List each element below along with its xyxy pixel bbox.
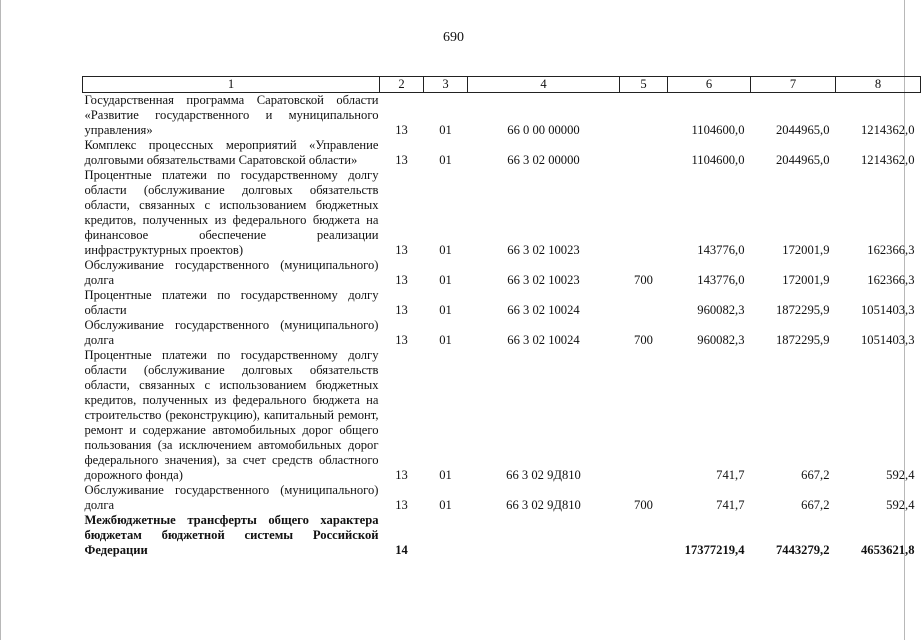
table-row	[83, 348, 921, 483]
budget-table	[82, 76, 921, 558]
row-amount-2-cell: 172001,9	[782, 273, 830, 287]
row-amount-1-cell: 1104600,0	[691, 153, 745, 167]
row-amount-1-cell: 143776,0	[697, 243, 745, 257]
row-subsection-cell: 01	[439, 498, 452, 512]
row-amount-2-cell: 667,2	[801, 498, 830, 512]
row-name-cell: Процентные платежи по государственному долгу области	[84, 288, 379, 317]
column-header: 1	[83, 77, 380, 93]
row-section-cell: 13	[395, 273, 408, 287]
row-target-code-cell: 66 3 02 10023	[507, 243, 580, 257]
row-name-cell: Обслуживание государственного (муниципального) долга	[84, 318, 379, 347]
row-amount-3-cell: 1214362,0	[860, 123, 915, 137]
row-target-code-cell: 66 3 02 10024	[507, 303, 580, 317]
row-amount-1-cell: 1104600,0	[691, 123, 745, 137]
table-row	[83, 168, 921, 258]
page-number: 690	[443, 30, 464, 45]
row-name-cell: Государственная программа Саратовской области «Развитие государственного и муниципального управления»	[84, 93, 379, 137]
column-header: 5	[620, 77, 668, 93]
row-subsection-cell: 01	[439, 123, 452, 137]
row-subsection-cell: 01	[439, 243, 452, 257]
row-amount-2-cell: 1872295,9	[775, 333, 830, 347]
row-amount-2-cell: 2044965,0	[775, 153, 830, 167]
column-header: 6	[668, 77, 751, 93]
row-expense-type-cell	[620, 138, 668, 168]
row-amount-2-cell: 172001,9	[782, 243, 830, 257]
row-amount-2-cell: 7443279,2	[775, 543, 830, 557]
table-row	[83, 288, 921, 318]
row-name-cell: Межбюджетные трансферты общего характера бюджетам бюджетной системы Российской Федерации	[84, 513, 379, 557]
row-amount-1-cell: 143776,0	[697, 273, 745, 287]
row-expense-type-cell	[620, 288, 668, 318]
row-amount-2-cell: 1872295,9	[775, 303, 830, 317]
row-amount-3-cell: 162366,3	[867, 243, 915, 257]
row-amount-1-cell: 741,7	[716, 498, 745, 512]
row-amount-3-cell: 1214362,0	[860, 153, 915, 167]
row-name-cell: Обслуживание государственного (муниципального) долга	[84, 483, 379, 512]
row-subsection-cell	[424, 513, 468, 558]
row-name-cell: Комплекс процессных мероприятий «Управление долговыми обязательствами Саратовской области»	[84, 138, 379, 167]
row-section-cell: 13	[395, 153, 408, 167]
row-target-code-cell: 66 3 02 10023	[507, 273, 580, 287]
row-amount-1-cell: 17377219,4	[684, 543, 745, 557]
column-header: 2	[380, 77, 424, 93]
row-amount-3-cell: 1051403,3	[860, 303, 915, 317]
row-section-cell: 13	[395, 303, 408, 317]
row-target-code-cell: 66 3 02 9Д810	[506, 468, 581, 482]
row-section-cell: 13	[395, 333, 408, 347]
row-target-code-cell	[468, 513, 620, 558]
row-section-cell: 13	[395, 123, 408, 137]
row-expense-type-cell	[620, 513, 668, 558]
row-name-cell: Процентные платежи по государственному долгу области (обслуживание долговых обязательств области, связанных с использованием бюджетных кредитов, полученных из федерального бюджета на финансовое обеспечение реализации инфраструктурных проектов)	[84, 168, 379, 257]
table-header-row	[83, 77, 921, 93]
row-subsection-cell: 01	[439, 333, 452, 347]
row-target-code-cell: 66 3 02 9Д810	[506, 498, 581, 512]
row-section-cell: 13	[395, 468, 408, 482]
column-header: 4	[468, 77, 620, 93]
row-amount-3-cell: 162366,3	[867, 273, 915, 287]
row-amount-3-cell: 592,4	[886, 468, 915, 482]
row-name-cell: Процентные платежи по государственному долгу области (обслуживание долговых обязательств области, связанных с использованием бюджетных кредитов, полученных из федерального бюджета на строительство (реконструкцию), капитальный ремонт, ремонт и содержание автомобильных дорог общего пользования (за исключением автомобильных дорог федерального значения), за счет средств областного дорожного фонда)	[84, 348, 379, 482]
row-subsection-cell: 01	[439, 153, 452, 167]
row-amount-2-cell: 667,2	[801, 468, 830, 482]
column-header: 8	[836, 77, 921, 93]
row-amount-1-cell: 960082,3	[697, 333, 745, 347]
table-row	[83, 138, 921, 168]
row-subsection-cell: 01	[439, 273, 452, 287]
column-header: 7	[751, 77, 836, 93]
row-expense-type-cell: 700	[634, 333, 653, 347]
row-amount-3-cell: 4653621,8	[860, 543, 915, 557]
row-target-code-cell: 66 3 02 00000	[507, 153, 580, 167]
column-header: 3	[424, 77, 468, 93]
row-section-cell: 13	[395, 243, 408, 257]
row-subsection-cell: 01	[439, 303, 452, 317]
row-name-cell: Обслуживание государственного (муниципального) долга	[84, 258, 379, 287]
row-amount-3-cell: 1051403,3	[860, 333, 915, 347]
row-amount-1-cell: 960082,3	[697, 303, 745, 317]
row-target-code-cell: 66 0 00 00000	[507, 123, 580, 137]
row-section-cell: 14	[395, 543, 408, 557]
row-target-code-cell: 66 3 02 10024	[507, 333, 580, 347]
row-amount-3-cell: 592,4	[886, 498, 915, 512]
row-expense-type-cell	[620, 348, 668, 483]
row-expense-type-cell	[620, 168, 668, 258]
row-section-cell: 13	[395, 498, 408, 512]
row-subsection-cell: 01	[439, 468, 452, 482]
row-amount-2-cell: 2044965,0	[775, 123, 830, 137]
row-expense-type-cell	[620, 93, 668, 139]
table-row	[83, 513, 921, 558]
table-row	[83, 318, 921, 348]
table-row	[83, 483, 921, 513]
table-row	[83, 258, 921, 288]
row-amount-1-cell: 741,7	[716, 468, 745, 482]
table-row	[83, 93, 921, 139]
row-expense-type-cell: 700	[634, 498, 653, 512]
row-expense-type-cell: 700	[634, 273, 653, 287]
